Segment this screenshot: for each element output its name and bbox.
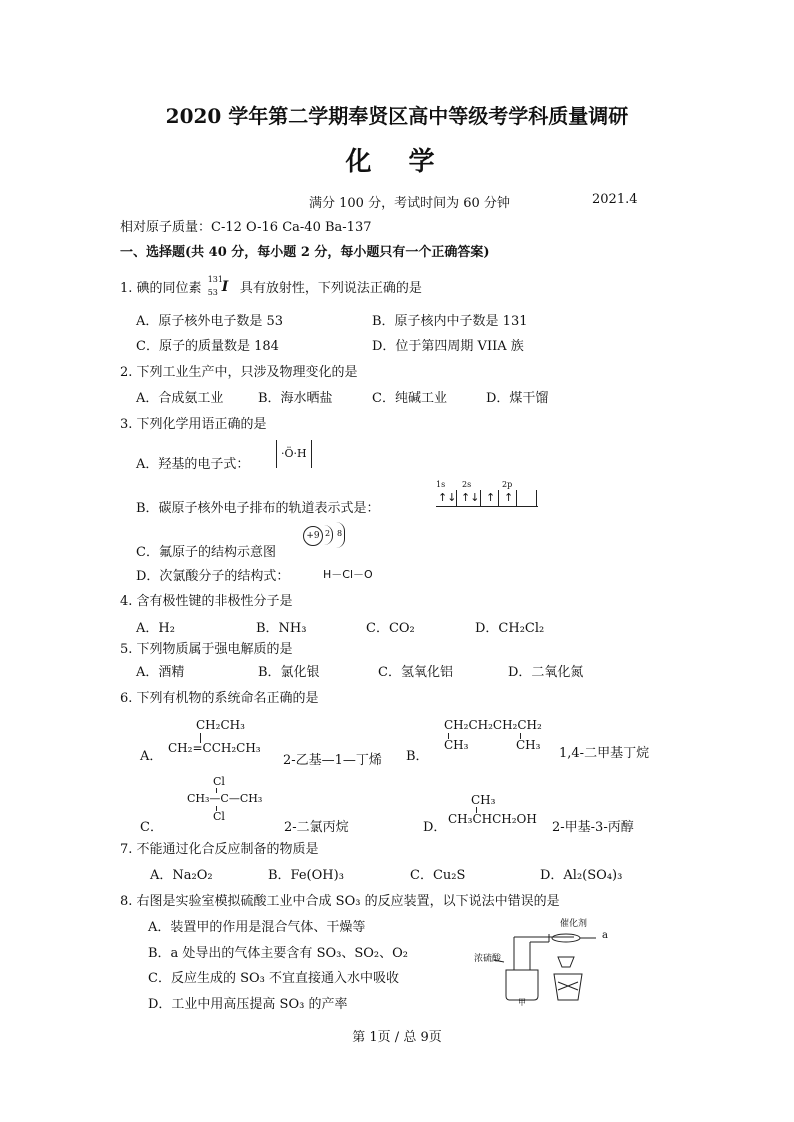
q4-option-b[interactable]: B．NH₃ (256, 621, 307, 636)
q6-d-main-chain: CH₃CHCH₂OH (448, 812, 537, 826)
shell-1-electrons: 2 (325, 529, 331, 538)
q2-option-d[interactable]: D．煤干馏 (486, 391, 549, 406)
q7-option-a[interactable]: A．Na₂O₂ (150, 868, 213, 883)
exam-title: 2020 学年第二学期奉贤区高中等级考学科质量调研 (165, 104, 629, 128)
fluorine-nucleus: +9 (303, 526, 323, 546)
orbital-divider (536, 490, 537, 506)
q7-option-c[interactable]: C．Cu₂S (410, 868, 466, 883)
q5-option-c[interactable]: C．氢氧化铝 (378, 665, 453, 680)
q4-stem: 4. 含有极性键的非极性分子是 (120, 594, 293, 609)
q5-option-b[interactable]: B．氯化银 (258, 665, 320, 680)
exam-info: 满分 100 分，考试时间为 60 分钟 (309, 196, 510, 211)
q3-option-d[interactable]: D．次氯酸分子的结构式： (136, 569, 290, 584)
q8-option-b[interactable]: B．a 处导出的气体主要含有 SO₃、SO₂、O₂ (148, 946, 408, 961)
orbital-cell-2p-2: ↑ (504, 491, 514, 504)
orbital-cell-2p-1: ↑ (486, 491, 496, 504)
shell-2-electrons: 8 (337, 529, 343, 538)
figure-label-apparatus-jia: 甲 (518, 998, 526, 1007)
q6-b-right-methyl: CH₃ (516, 738, 541, 752)
orbital-diagram (436, 490, 538, 507)
q6-stem: 6. 下列有机物的系统命名正确的是 (120, 691, 319, 706)
q6-option-d-label[interactable]: D． (423, 820, 447, 835)
q6-b-name: 1,4-二甲基丁烷 (559, 746, 650, 761)
orbital-label-2s: 2s (462, 480, 472, 489)
q2-stem: 2. 下列工业生产中，只涉及物理变化的是 (120, 365, 358, 380)
subject-title: 化 学 (345, 147, 449, 177)
q2-option-a[interactable]: A．合成氨工业 (136, 391, 224, 406)
exam-date: 2021.4 (592, 192, 638, 207)
orbital-divider (480, 490, 481, 506)
q3-stem: 3. 下列化学用语正确的是 (120, 417, 267, 432)
sulfur-trioxide-apparatus-figure (474, 912, 614, 1007)
figure-label-outlet-a: a (602, 930, 608, 941)
q7-stem: 7. 不能通过化合反应制备的物质是 (120, 842, 319, 857)
q4-option-d[interactable]: D．CH₂Cl₂ (475, 621, 545, 636)
hydroxyl-electron-formula: ·Ö·H (276, 440, 312, 468)
q6-option-a-label[interactable]: A． (140, 749, 163, 764)
q2-option-c[interactable]: C．纯碱工业 (372, 391, 447, 406)
orbital-label-1s: 1s (436, 480, 446, 489)
q8-option-a[interactable]: A．装置甲的作用是混合气体、干燥等 (148, 920, 366, 935)
orbital-divider (456, 490, 457, 506)
orbital-label-2p: 2p (502, 480, 513, 489)
q6-d-methyl: CH₃ (471, 793, 496, 807)
figure-label-catalyst: 催化剂 (560, 919, 588, 929)
q1-option-a[interactable]: A．原子核外电子数是 53 (136, 314, 284, 329)
q1-option-d[interactable]: D．位于第四周期 VIIA 族 (372, 339, 524, 354)
q7-option-d[interactable]: D．Al₂(SO₄)₃ (540, 868, 623, 883)
q2-option-b[interactable]: B．海水晒盐 (258, 391, 333, 406)
orbital-divider (498, 490, 499, 506)
q5-option-a[interactable]: A．酒精 (136, 665, 185, 680)
q6-c-bottom-chlorine: Cl (213, 810, 225, 823)
atomic-mass-line: 相对原子质量：C-12 O-16 Ca-40 Ba-137 (120, 220, 372, 235)
q8-option-d[interactable]: D．工业中用高压提高 SO₃ 的产率 (148, 997, 348, 1012)
orbital-cell-1s: ↑↓ (438, 491, 457, 504)
q3-option-b[interactable]: B．碳原子核外电子排布的轨道表示式是： (136, 501, 380, 516)
q4-option-a[interactable]: A．H₂ (136, 621, 175, 636)
q1-stem: 1. 碘的同位素 131 53 I 具有放射性，下列说法正确的是 (120, 274, 422, 297)
q6-a-main-chain: CH₂=CCH₂CH₃ (168, 741, 261, 755)
q6-c-name: 2-二氯丙烷 (284, 820, 349, 835)
q6-c-main-chain: CH₃—C—CH₃ (187, 792, 263, 805)
q5-stem: 5. 下列物质属于强电解质的是 (120, 642, 293, 657)
q1-option-c[interactable]: C．原子的质量数是 184 (136, 339, 279, 354)
q6-b-main-chain: CH₂CH₂CH₂CH₂ (444, 718, 542, 732)
q7-option-b[interactable]: B．Fe(OH)₃ (268, 868, 344, 883)
q4-option-c[interactable]: C．CO₂ (366, 621, 415, 636)
iodine-isotope-symbol: 131 53 I (207, 274, 229, 297)
figure-label-concentrated-sulfuric-acid: 浓硫酸 (474, 954, 502, 964)
orbital-cell-2s: ↑↓ (461, 491, 480, 504)
q3-option-a[interactable]: A．羟基的电子式： (136, 457, 250, 472)
q6-a-branch: CH₂CH₃ (196, 718, 245, 732)
q1-option-b[interactable]: B．原子核内中子数是 131 (372, 314, 528, 329)
section-heading: 一、选择题(共 40 分，每小题 2 分，每小题只有一个正确答案) (120, 245, 490, 260)
q5-option-d[interactable]: D．二氧化氮 (508, 665, 584, 680)
q8-stem: 8. 右图是实验室模拟硫酸工业中合成 SO₃ 的反应装置，以下说法中错误的是 (120, 894, 560, 909)
q6-a-name: 2-乙基—1—丁烯 (283, 753, 382, 768)
q6-option-b-label[interactable]: B． (406, 749, 429, 764)
q8-option-c[interactable]: C．反应生成的 SO₃ 不宜直接通入水中吸收 (148, 971, 399, 986)
q3-option-c[interactable]: C．氟原子的结构示意图 (136, 545, 276, 560)
page-number: 第 1页 / 总 9页 (352, 1030, 442, 1045)
q6-b-left-methyl: CH₃ (444, 738, 469, 752)
hypochlorous-structural-formula: H－Cl－O (323, 568, 373, 581)
q6-d-name: 2-甲基-3-丙醇 (552, 820, 634, 835)
orbital-divider (516, 490, 517, 506)
q6-c-top-chlorine: Cl (213, 775, 225, 788)
q6-option-c-label[interactable]: C． (140, 820, 163, 835)
